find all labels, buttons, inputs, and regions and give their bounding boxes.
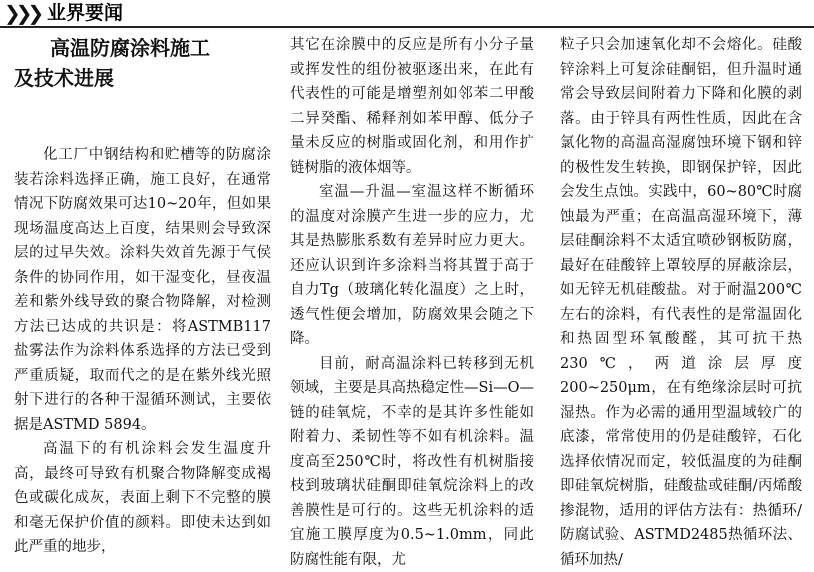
chevron-right-icon: ❯❯❯: [4, 3, 39, 23]
article-column-1: [14, 33, 271, 560]
section-label: 业界要闻: [47, 3, 123, 23]
section-header: [0, 0, 814, 28]
paragraph: 其它在涂膜中的反应是所有小分子量或挥发性的组份被驱逐出来，在此有代表性的可能是增塑剂如邻苯二甲酸二异癸酯、稀释剂如苯甲醇、低分子量未反应的树脂或固化剂，和用作扩链树脂的液体烟等。: [290, 33, 534, 180]
paragraph: 高温下的有机涂料会发生温度升高，最终可导致有机聚合物降解变成褐色或碳化成灰，表面上剩下不完整的膜和毫无保护价值的颜料。即使未达到如此严重的地步，: [14, 437, 271, 560]
article-title: [14, 33, 271, 93]
paragraph: 目前，耐高温涂料已转移到无机领域，主要是具高热稳定性—Si—O—链的硅氧烷，不幸的是其许多性能如附着力、柔韧性等不如有机涂料。温度高至250℃时，将改性有机树脂接枝到玻璃状硅酮即硅氧烷涂料上的改善膜性是可行的。这些无机涂料的适宜施工膜厚度为0.5~1.0mm，同此防腐性能有限，尤: [290, 352, 534, 572]
paragraph: 粒子只会加速氧化却不会熔化。硅酸锌涂料上可复涂硅酮铝，但升温时通常会导致层间附着力下降和化膜的剥落。由于锌具有两性性质，因此在含氯化物的高温高湿腐蚀环境下钢和锌的极性发生转换，即钢保护锌，因此会发生点蚀。实践中，60~80℃时腐蚀最为严重；在高温高湿环境下，薄层硅酮涂料不太适宜喷砂钢板防腐，最好在硅酸锌上罩较厚的屏蔽涂层，如无锌无机硅酸盐。对于耐温200℃左右的涂料，有代表性的是常温固化和热固型环氧酸醛，其可抗干热230℃，两道涂层厚度200~250μm，在有绝缘涂层时可抗湿热。作为必需的通用型温域较广的底漆，常常使用的仍是硅酸锌，石化选择依情况而定，较低温度的为硅酮即硅氧烷树脂，硅酸盐或硅酮/丙烯酸掺混物，适用的评估方法有：热循环/防腐试验、ASTMD2485热循环法、循环加热/: [560, 33, 802, 572]
article-column-3: [560, 33, 802, 572]
article-title-line-2: 及技术进展: [14, 63, 271, 93]
header-divider: [0, 26, 814, 28]
paragraph: 室温—升温—室温这样不断循环的温度对涂膜产生进一步的应力，尤其是热膨胀系数有差异时应力更大。还应认识到许多涂料当将其置于高于自力Tg（玻璃化转化温度）之上时，透气性便会增加，防腐效果会随之下降。: [290, 180, 534, 352]
paragraph: 化工厂中钢结构和贮槽等的防腐涂装若涂料选择正确，施工良好，在通常情况下防腐效果可达10~20年，但如果现场温度高达上百度，结果则会导致深层的过早失效。涂料失效首先源于气侯条件的协同作用，如干湿变化，昼夜温差和紫外线导致的聚合物降解，对检测方法已达成的共识是：将ASTMB117盐雾法作为涂料体系选择的方法已受到严重质疑，取而代之的是在紫外线光照射下进行的各种干湿循环测试，主要依据是ASTMD 5894。: [14, 143, 271, 437]
article-column-2: [290, 33, 534, 572]
article-title-line-1: 高温防腐涂料施工: [14, 33, 271, 63]
